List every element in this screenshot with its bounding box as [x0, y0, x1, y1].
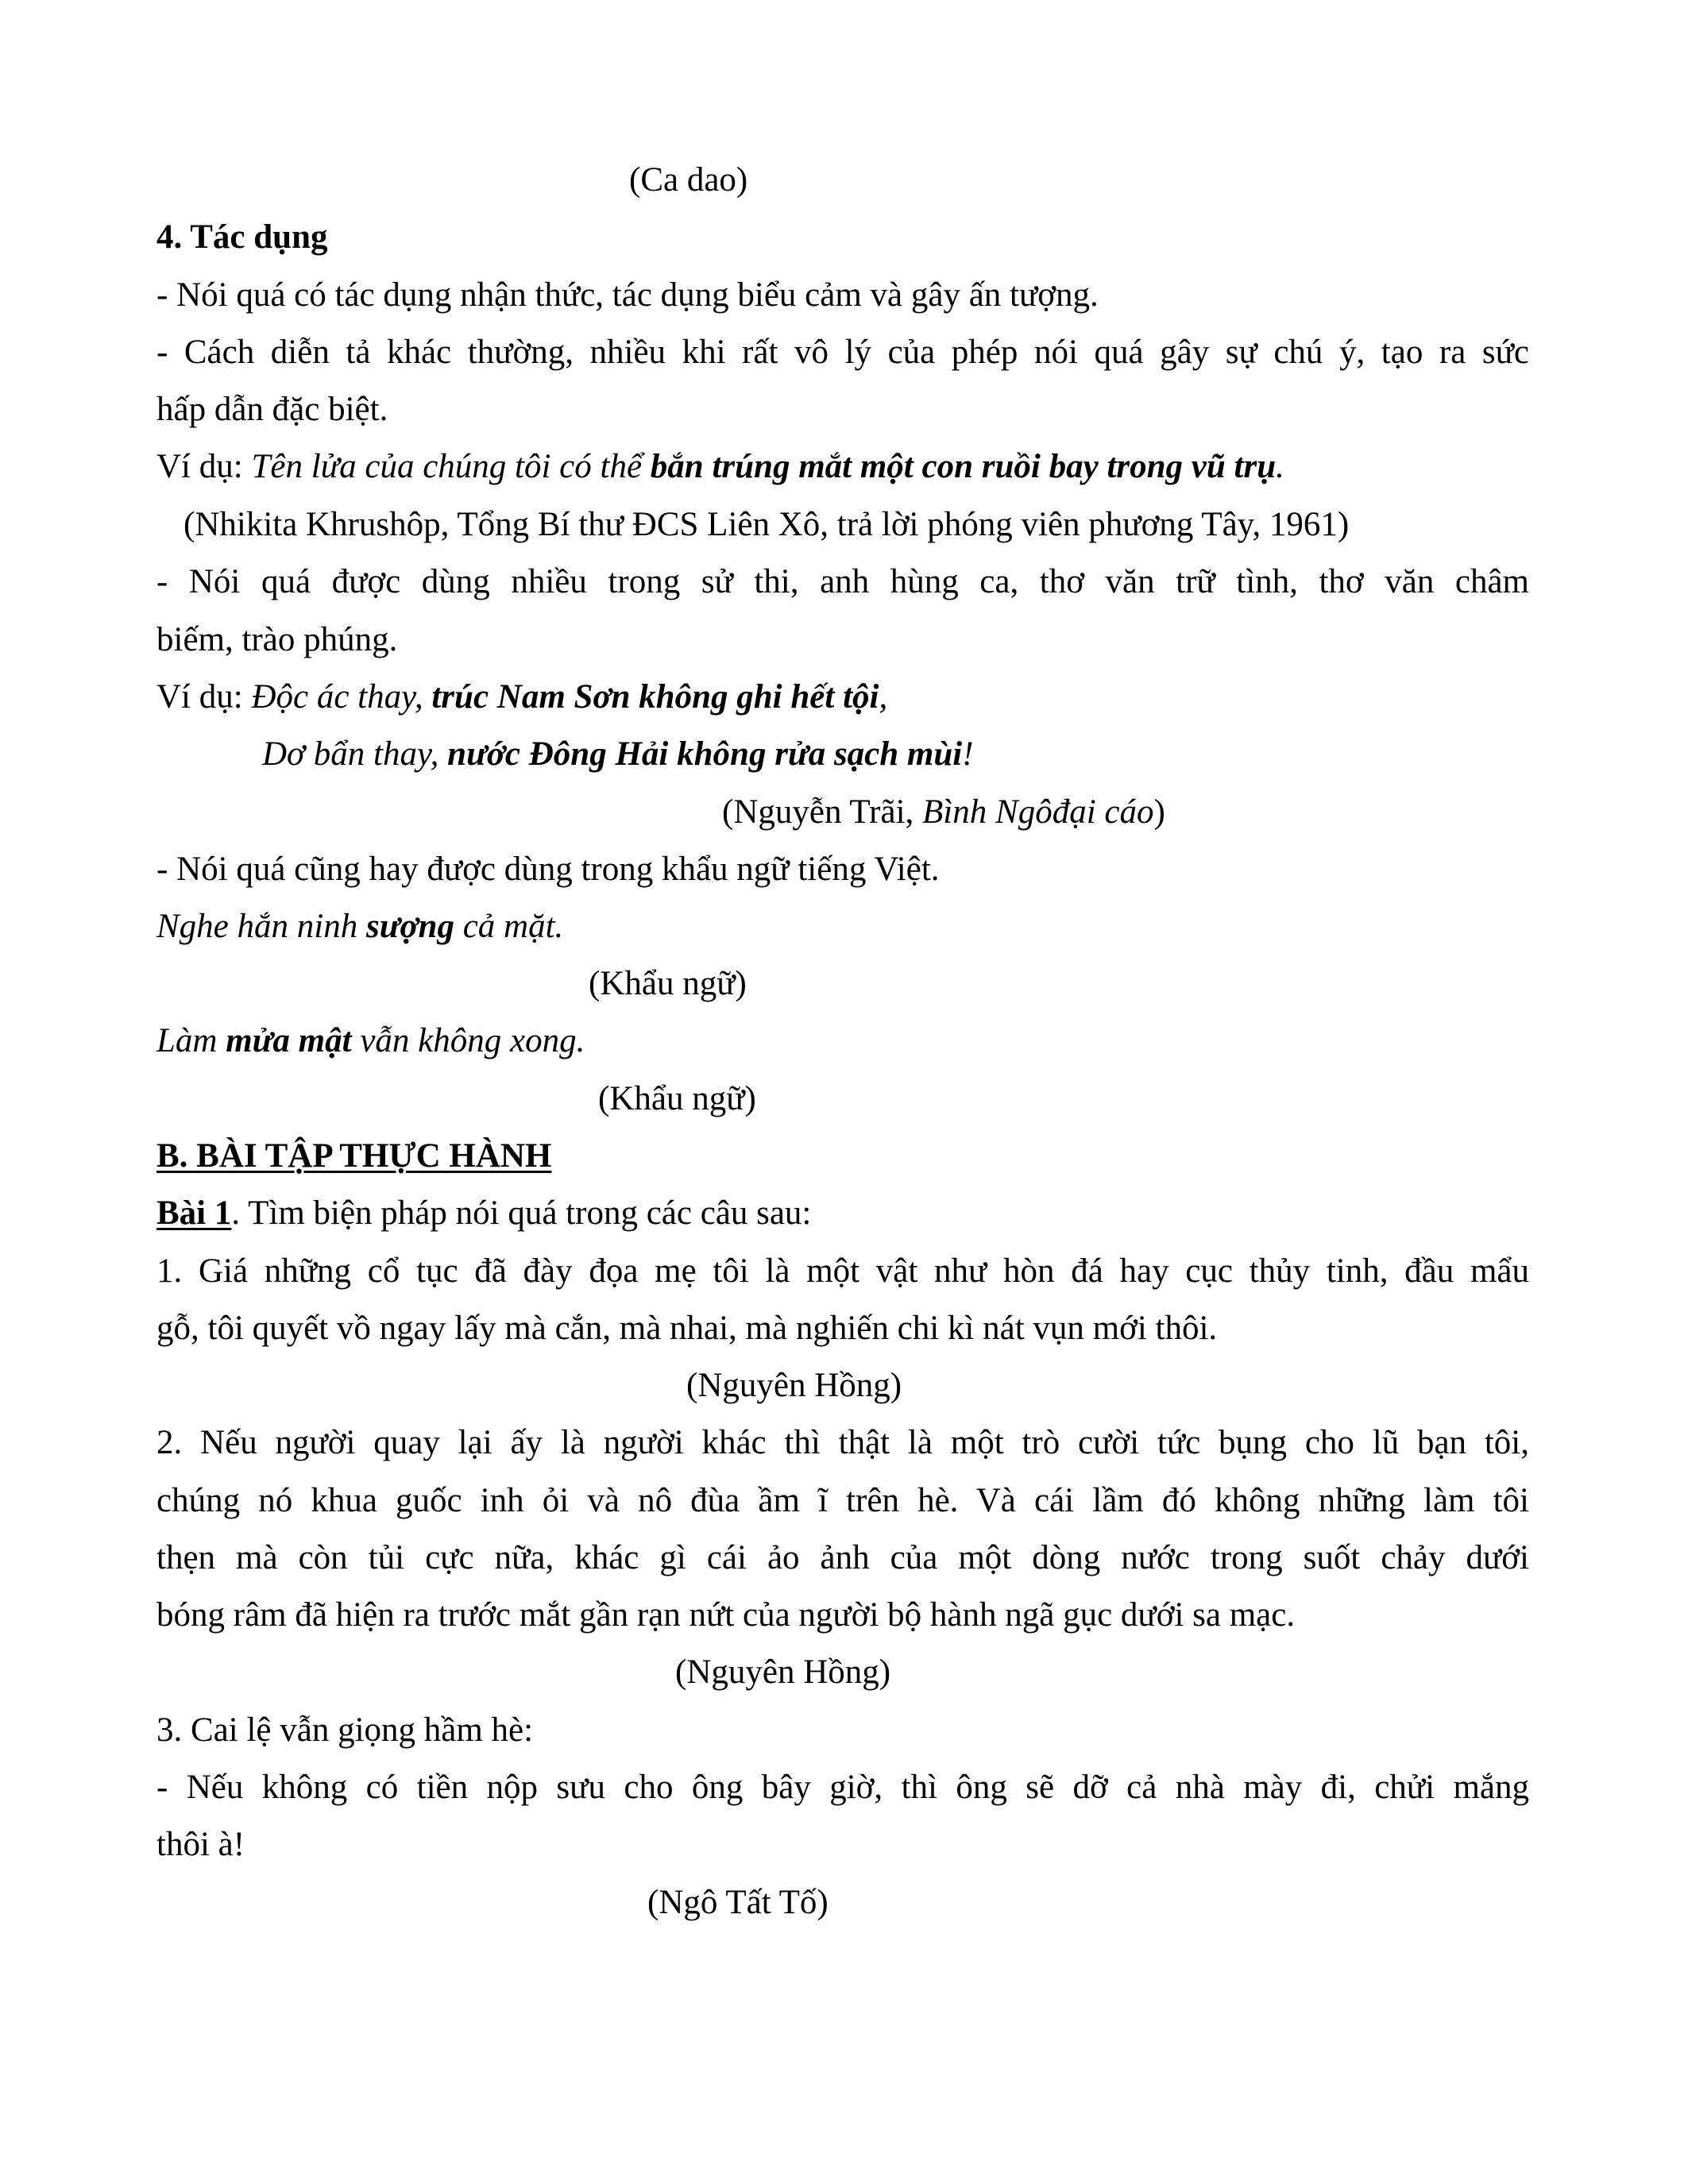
example-emphasis: bắn trúng mắt một con ruồi bay trong vũ trụ	[650, 448, 1277, 485]
example-line	[156, 898, 1529, 955]
citation-nguyen-trai	[722, 784, 1688, 841]
exercise-label: Bài 1	[156, 1194, 232, 1232]
example-emphasis: trúc Nam Sơn không ghi hết tội	[431, 678, 879, 716]
paragraph-line: gỗ, tôi quyết vồ ngay lấy mà cắn, mà nhai, mà nghiến chi kì nát vụn mới thôi.	[156, 1310, 1218, 1347]
source-khau-ngu: (Khẩu ngữ)	[598, 1080, 756, 1117]
citation-author: (Nguyễn Trãi,	[722, 793, 923, 831]
example-italic: Làm	[156, 1022, 226, 1059]
citation-work: Bình Ngôđại cáo	[922, 793, 1154, 831]
section-heading-tac-dung: 4. Tác dụng	[156, 218, 328, 256]
source-ca-dao: (Ca dao)	[629, 161, 748, 199]
paragraph-line: - Cách diễn tả khác thường, nhiều khi rất vô lý của phép nói quá gây sự chú ý, tạo ra sức	[156, 334, 1529, 371]
example-italic: vẫn không xong.	[351, 1022, 585, 1059]
paragraph-line: 3. Cai lệ vẫn giọng hầm hè:	[156, 1711, 534, 1749]
paragraph-line: chúng nó khua guốc inh ỏi và nô đùa ầm ĩ trên hè. Và cái lầm đó không những làm tôi	[156, 1482, 1529, 1519]
example-emphasis: sượng	[365, 908, 454, 945]
example-label: Ví dụ:	[156, 678, 252, 716]
paragraph-line: - Nói quá cũng hay được dùng trong khẩu ngữ tiếng Việt.	[156, 851, 940, 888]
section-heading-text: B. BÀI TẬP THỰC HÀNH	[156, 1137, 552, 1175]
example-punct: ,	[879, 678, 888, 716]
example-emphasis: mửa mật	[226, 1022, 352, 1059]
paragraph-line: bóng râm đã hiện ra trước mắt gần rạn nứt của người bộ hành ngã gục dưới sa mạc.	[156, 1596, 1296, 1634]
example-line	[156, 438, 1529, 496]
example-emphasis: nước Đông Hải không rửa sạch mùi	[447, 735, 963, 773]
paragraph-line: - Nếu không có tiền nộp sưu cho ông bây giờ, thì ông sẽ dỡ cả nhà mày đi, chửi mắng	[156, 1769, 1529, 1806]
exercise-instruction: . Tìm biện pháp nói quá trong các câu sau:	[231, 1194, 812, 1232]
section-heading-bai-tap	[156, 1128, 1529, 1185]
paragraph-line: - Nói quá có tác dụng nhận thức, tác dụng biểu cảm và gây ấn tượng.	[156, 276, 1099, 314]
source-ngo-tat-to: (Ngô Tất Tố)	[647, 1884, 829, 1921]
example-punct: .	[1276, 448, 1284, 485]
paragraph-line: thẹn mà còn tủi cực nữa, khác gì cái ảo ảnh của một dòng nước trong suốt chảy dưới	[156, 1539, 1529, 1576]
example-italic: Nghe hắn ninh	[156, 908, 366, 945]
example-italic: Độc ác thay,	[251, 678, 432, 716]
citation-close: )	[1153, 793, 1165, 831]
example-line	[156, 669, 1529, 726]
citation-khrushchev: (Nhikita Khrushôp, Tổng Bí thư ĐCS Liên Xô, trả lời phóng viên phương Tây, 1961)	[183, 506, 1350, 543]
source-khau-ngu: (Khẩu ngữ)	[589, 965, 747, 1002]
paragraph-line: biếm, trào phúng.	[156, 621, 398, 658]
paragraph-line: - Nói quá được dùng nhiều trong sử thi, anh hùng ca, thơ văn trữ tình, thơ văn châm	[156, 563, 1529, 600]
paragraph-line: thôi à!	[156, 1826, 245, 1863]
example-italic: Dơ bẩn thay,	[262, 735, 448, 773]
example-italic: Tên lửa của chúng tôi có thể	[251, 448, 651, 485]
exercise-heading	[156, 1185, 1529, 1242]
example-punct: !	[962, 735, 974, 773]
example-label: Ví dụ:	[156, 448, 252, 485]
paragraph-line: 1. Giá những cổ tục đã đày đọa mẹ tôi là một vật như hòn đá hay cục thủy tinh, đầu mẩu	[156, 1252, 1529, 1290]
example-line	[156, 1013, 1529, 1070]
example-italic: cả mặt.	[454, 908, 564, 945]
source-nguyen-hong: (Nguyên Hồng)	[675, 1653, 891, 1691]
paragraph-line: hấp dẫn đặc biệt.	[156, 391, 388, 428]
example-line	[262, 726, 1635, 783]
paragraph-line: 2. Nếu người quay lại ấy là người khác thì thật là một trò cười tức bụng cho lũ bạn tôi,	[156, 1424, 1529, 1461]
source-nguyen-hong: (Nguyên Hồng)	[686, 1367, 902, 1404]
